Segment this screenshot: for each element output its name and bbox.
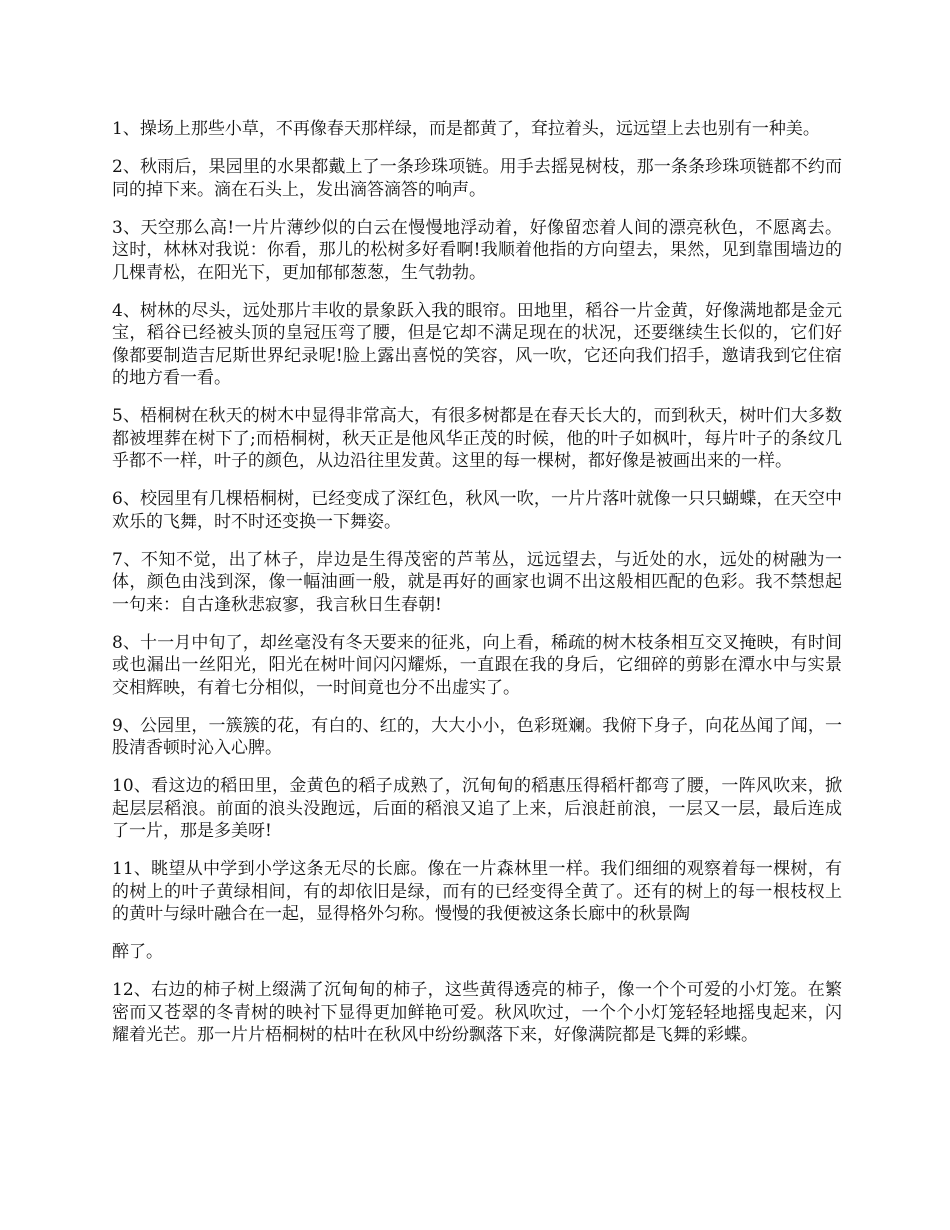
paragraph-8: 8、十一月中旬了，却丝毫没有冬天要来的征兆，向上看，稀疏的树木枝条相互交叉掩映，有时间或也漏出一丝阳光，阳光在树叶间闪闪耀烁，一直跟在我的身后，它细碎的剪影在潭水中与实景交相辉映，有着七分相似，一时间竟也分不出虚实了。: [112, 632, 842, 698]
paragraph-5: 5、梧桐树在秋天的树木中显得非常高大，有很多树都是在春天长大的，而到秋天，树叶们大多数都被埋葬在树下了;而梧桐树，秋天正是他风华正茂的时候，他的叶子如枫叶，每片叶子的条纹几乎都不一样，叶子的颜色，从边沿往里发黄。这里的每一棵树，都好像是被画出来的一样。: [112, 406, 842, 471]
paragraph-1: 1、操场上那些小草，不再像春天那样绿，而是都黄了，耷拉着头，远远望上去也别有一种美。: [112, 119, 820, 139]
paragraph-3: 3、天空那么高!一片片薄纱似的白云在慢慢地浮动着，好像留恋着人间的漂亮秋色，不愿离去。这时，林林对我说：你看，那儿的松树多好看啊!我顺着他指的方向望去，果然，见到靠围墙边的几棵青松，在阳光下，更加郁郁葱葱，生气勃勃。: [112, 217, 842, 283]
paragraph-9: 9、公园里，一簇簇的花，有白的、红的，大大小小，色彩斑斓。我俯下身子，向花丛闻了闻，一股清香顿时沁入心脾。: [112, 715, 842, 758]
paragraph-11-continued: 醉了。: [112, 942, 163, 962]
paragraph-11: 11、眺望从中学到小学这条无尽的长廊。像在一片森林里一样。我们细细的观察着每一棵树，有的树上的叶子黄绿相间，有的却依旧是绿，而有的已经变得全黄了。还有的树上的每一根枝杈上的黄叶与绿叶融合在一起，显得格外匀称。慢慢的我便被这条长廊中的秋景陶: [112, 859, 842, 924]
paragraph-4: 4、树林的尽头，远处那片丰收的景象跃入我的眼帘。田地里，稻谷一片金黄，好像满地都是金元宝，稻谷已经被头顶的皇冠压弯了腰，但是它却不满足现在的状况，还要继续生长似的，它们好像都要制造吉尼斯世界纪录呢!脸上露出喜悦的笑容，风一吹，它还向我们招手，邀请我到它住宿的地方看一看。: [112, 300, 842, 388]
paragraph-10: 10、看这边的稻田里，金黄色的稻子成熟了，沉甸甸的稻惠压得稻杆都弯了腰，一阵风吹来，掀起层层稻浪。前面的浪头没跑远，后面的稻浪又追了上来，后浪赶前浪，一层又一层，最后连成了一片，那是多美呀!: [112, 776, 842, 841]
paragraph-6: 6、校园里有几棵梧桐树，已经变成了深红色，秋风一吹，一片片落叶就像一只只蝴蝶，在天空中欢乐的飞舞，时不时还变换一下舞姿。: [112, 489, 842, 532]
paragraph-12: 12、右边的柿子树上缀满了沉甸甸的柿子，这些黄得透亮的柿子，像一个个可爱的小灯笼。在繁密而又苍翠的冬青树的映衬下显得更加鲜艳可爱。秋风吹过，一个个小灯笼轻轻地摇曳起来，闪耀着光芒。那一片片梧桐树的枯叶在秋风中纷纷飘落下来，好像满院都是飞舞的彩蝶。: [112, 980, 842, 1045]
document-body: [112, 118, 842, 1062]
paragraph-2: 2、秋雨后，果园里的水果都戴上了一条珍珠项链。用手去摇晃树枝，那一条条珍珠项链都不约而同的掉下来。滴在石头上，发出滴答滴答的响声。: [112, 157, 842, 200]
paragraph-7: 7、不知不觉，出了林子，岸边是生得茂密的芦苇丛，远远望去，与近处的水，远处的树融为一体，颜色由浅到深，像一幅油画一般，就是再好的画家也调不出这般相匹配的色彩。我不禁想起一句来：自古逢秋悲寂寥，我言秋日生春朝!: [112, 549, 842, 615]
